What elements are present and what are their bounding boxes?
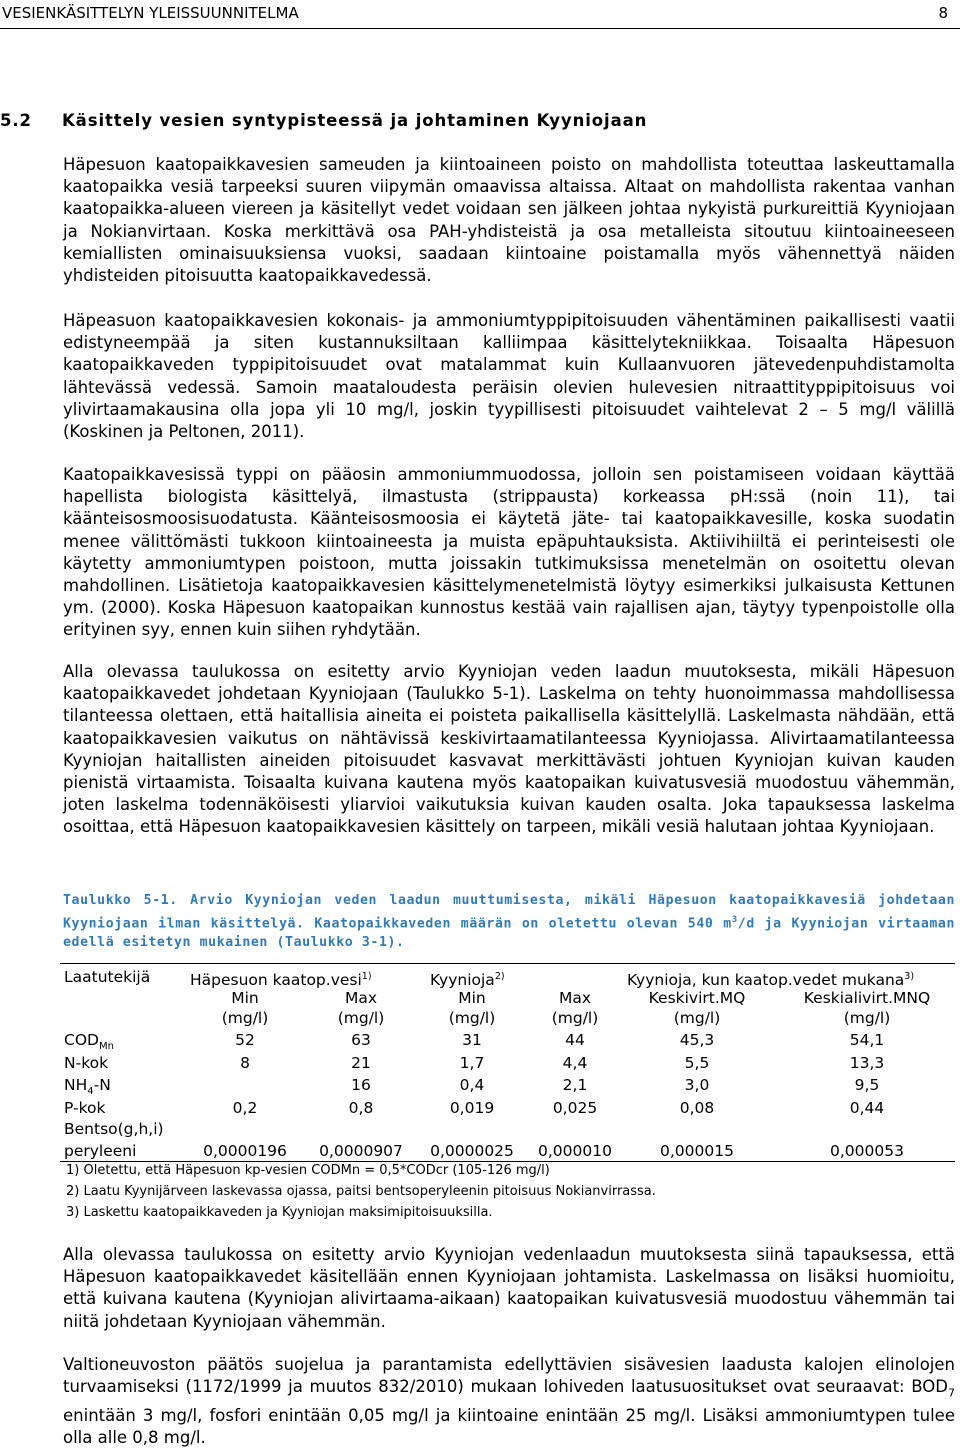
row-label: peryleeni [64, 1142, 137, 1160]
caption-text: Taulukko 5-1. Arvio Kyyniojan veden laadun muuttumisesta, mikäli Häpesuon kaatopaikkavesiä johdetaan Kyyniojaan ilman käsittelyä. Kaatopaikkaveden määrän on oletettu olevan 540 m [63, 893, 955, 931]
row-label: $NH_4-N$ [64, 1076, 111, 1098]
table-caption [63, 891, 955, 953]
paragraph-3: Kaatopaikkavesissä typpi on pääosin ammoniummuodossa, jolloin sen poistamiseen voidaan käyttää hapellista biologista käsittelyä, ilmastusta (strippausta) korkeassa pH:ssä (noin 11), tai käänteisosmoosisuodatusta. Käänteisosmoosia ei käytetä jäte- tai kaatopaikkavesille, koska suodatin menee välittömästi tukkoon kiintoaineesta ja muista epäpuhtauksista. Aktiivihiiltä ei perinteisesti ole käytetty ammoniumtypen poistoon, mutta joissakin tutkimuksissa menetelmän on osoitettu olevan mahdollinen. Lisätietoja kaatopaikkavesien käsittelymenetelmistä löytyy esimerkiksi julkaisusta Kettunen ym. (2000). Koska Häpesuon kaatopaikan kunnostus kestää vain rajallisen ajan, täytyy typenpoistolle olla erityinen syy, ennen kuin siihen ryhdytään. [63, 465, 955, 640]
paragraph-2: Häpeasuon kaatopaikkavesien kokonais- ja ammoniumtyppipitoisuuden vähentäminen paikallisesti vaatii edistyneempää ja siten kustannuksiltaan kalliimpaa käsittelytekniikkaa. Toisaalta Häpesuon kaatopaikkaveden typpipitoisuudet ovat matalammat kuin Kullaanvuoren jätevedenpuhdistamolta lähtevässä vedessä. Samoin maataloudesta peräisin olevien hulevesien nitraattityppipitoisuus voi ylivirtaamakausina olla jopa yli 10 mg/l, joskin tyypillisesti pitoisuudet vaihtelevat 2 – 5 mg/l välillä (Koskinen ja Peltonen, 2011). [63, 311, 955, 442]
table-top-rule [60, 963, 955, 964]
document-title: VESIENKÄSITTELYN YLEISSUUNNITELMA [2, 4, 299, 22]
unit-label: (mg/l) [337, 1009, 385, 1027]
caption-superscript: 3 [731, 914, 738, 925]
table-cell: 0,025 [552, 1099, 598, 1117]
table-bottom-rule [60, 1161, 955, 1162]
table-cell: 0,000015 [660, 1142, 734, 1160]
section-heading [0, 111, 647, 130]
table-cell: 0,000053 [830, 1142, 904, 1160]
table-cell: 13,3 [849, 1054, 885, 1072]
header-kyynioja: Kyynioja$^{2)}$ [430, 971, 505, 990]
table-cell: 3,0 [684, 1076, 710, 1094]
quality-table [60, 963, 955, 1163]
table-cell: 0,0000907 [319, 1142, 403, 1160]
table-cell: 0,8 [348, 1099, 374, 1117]
table-cell: 4,4 [562, 1054, 588, 1072]
table-cell: 0,08 [679, 1099, 715, 1117]
unit-label: (mg/l) [551, 1009, 599, 1027]
table-cell: 5,5 [684, 1054, 710, 1072]
table-cell: 0,019 [449, 1099, 495, 1117]
table-cell: 0,4 [459, 1076, 485, 1094]
table-cell: 21 [351, 1054, 371, 1072]
table-cell: 9,5 [854, 1076, 880, 1094]
subheader-max-2: Max [558, 989, 592, 1007]
row-label: Bentso(g,h,i) [64, 1120, 164, 1138]
table-cell: 0,2 [232, 1099, 258, 1117]
table-cell: 52 [235, 1031, 255, 1049]
running-header [0, 0, 960, 30]
subheader-max-1: Max [344, 989, 378, 1007]
row-label: $COD_{Mn}$ [64, 1031, 114, 1053]
caption-text-end: /d ja Kyyniojan virtaaman edellä esitetyn mukainen (Taulukko 3-1). [63, 915, 956, 951]
table-cell: 0,0000025 [430, 1142, 514, 1160]
unit-label: (mg/l) [843, 1009, 891, 1027]
table-cell: 0,000010 [538, 1142, 612, 1160]
section-number: 5.2 [0, 111, 32, 130]
paragraph-4: Alla olevassa taulukossa on esitetty arvio Kyyniojan veden laadun muutoksesta, mikäli Häpesuon kaatopaikkavedet johdetaan Kyyniojaan (Taulukko 5-1). Laskelma on tehty huonoimmassa mahdollisessa tilanteessa olettaen, että haitallisia aineita ei poisteta paikallisella käsittelyllä. Laskelmasta nähdään, että kaatopaikkavesien vaikutus on nähtävissä keskivirtaamatilanteessa Kyyniojassa. Alivirtaamatilanteessa Kyyniojan haitallisten aineiden pitoisuudet kasvavat merkittävästi johtuen Kyyniojan kuivan kauden pienistä virtaamista. Toisaalta kuivana kautena myös kaatopaikan kuivatusvesiä muodostuu vähemmän, joten laskelma todennäköisesti yliarvioi vaikutuksia kuivan kauden osalta. Joka tapauksessa laskelma osoittaa, että Häpesuon kaatopaikkavesien käsittely on tarpeen, mikäli vesiä halutaan johtaa Kyyniojaan. [63, 662, 955, 837]
header-kyynioja-with-landfill: Kyynioja, kun kaatop.vedet mukana$^{3)}$ [627, 971, 915, 990]
paragraph-6: Valtioneuvoston päätös suojelua ja parantamista edellyttävien sisävesien laadusta kalojen elinolojen turvaamiseksi (1172/1999 ja muutos 832/2010) mukaan lohiveden laatusuositukset ovat seuraavat: $BOD_7$ enintään 3 mg/l, fosfori enintään 0,05 mg/l ja kiintoaine enintään 25 mg/l. Lisäksi ammoniumtypen tulee olla alle 0,8 mg/l. [63, 1355, 955, 1447]
header-rule [0, 28, 960, 29]
table-cell: 63 [351, 1031, 371, 1049]
table-cell: 0,0000196 [203, 1142, 287, 1160]
table-cell: 16 [351, 1076, 371, 1094]
paragraph-1: Häpesuon kaatopaikkavesien sameuden ja kiintoaineen poisto on mahdollista toteuttaa laskeuttamalla kaatopaikka vesiä tarpeeksi suuren viipymän omaavissa altaissa. Altaat on mahdollista rakentaa vanhan kaatopaikka-alueen viereen ja käsitellyt vedet voidaan sen jälkeen johtaa nykyistä purkureittiä Kyyniojaan ja Nokianvirtaan. Koska merkittävä osa PAH-yhdisteistä ja osa metalleista sitoutuu kiintoaineeseen kemiallisten ominaisuuksiensa vuoksi, saadaan kiintoaine poistamalla myös vähennettyä näiden yhdisteiden pitoisuutta kaatopaikkavedessä. [63, 155, 955, 286]
table-cell: 31 [462, 1031, 482, 1049]
table-cell: 8 [240, 1054, 250, 1072]
unit-label: (mg/l) [448, 1009, 496, 1027]
table-cell: 45,3 [679, 1031, 715, 1049]
table-cell: 1,7 [459, 1054, 485, 1072]
unit-label: (mg/l) [221, 1009, 269, 1027]
table-cell: 0,44 [849, 1099, 885, 1117]
subheader-min-1: Min [231, 989, 259, 1007]
section-title: Käsittely vesien syntypisteessä ja johtaminen Kyyniojaan [62, 111, 648, 130]
page-number: 8 [938, 4, 948, 22]
unit-label: (mg/l) [673, 1009, 721, 1027]
subheader-min-2: Min [458, 989, 486, 1007]
table-cell: 44 [565, 1031, 585, 1049]
footnote-3: 3) Laskettu kaatopaikkaveden ja Kyyniojan maksimipitoisuuksilla. [66, 1205, 493, 1220]
paragraph-5: Alla olevassa taulukossa on esitetty arvio Kyyniojan vedenlaadun muutoksesta siinä tapauksessa, että Häpesuon kaatopaikkavedet käsitellään ennen Kyyniojaan johtamista. Laskelmassa on lisäksi huomioitu, että kuivana kautena (Kyyniojan alivirtaama-aikaan) kaatopaikan kuivatusvesiä muodostuu vähemmän tai niitä johdetaan Kyyniojaan vähemmän. [63, 1245, 955, 1331]
header-parameter: Laatutekijä [64, 968, 151, 986]
subheader-mq: Keskivirt.MQ [648, 989, 746, 1007]
header-landfill-water: Häpesuon kaatop.vesi$^{1)}$ [190, 971, 372, 990]
table-cell: 54,1 [849, 1031, 885, 1049]
table-cell: 2,1 [562, 1076, 588, 1094]
footnote-1: 1) Oletettu, että Häpesuon kp-vesien CODMn = 0,5*CODcr (105-126 mg/l) [66, 1163, 550, 1178]
row-label: N-kok [64, 1054, 109, 1072]
subheader-mnq: Keskialivirt.MNQ [803, 989, 931, 1007]
footnote-2: 2) Laatu Kyynijärveen laskevassa ojassa, paitsi bentsoperyleenin pitoisuus Nokianvirrassa. [66, 1184, 656, 1199]
row-label: P-kok [64, 1099, 106, 1117]
